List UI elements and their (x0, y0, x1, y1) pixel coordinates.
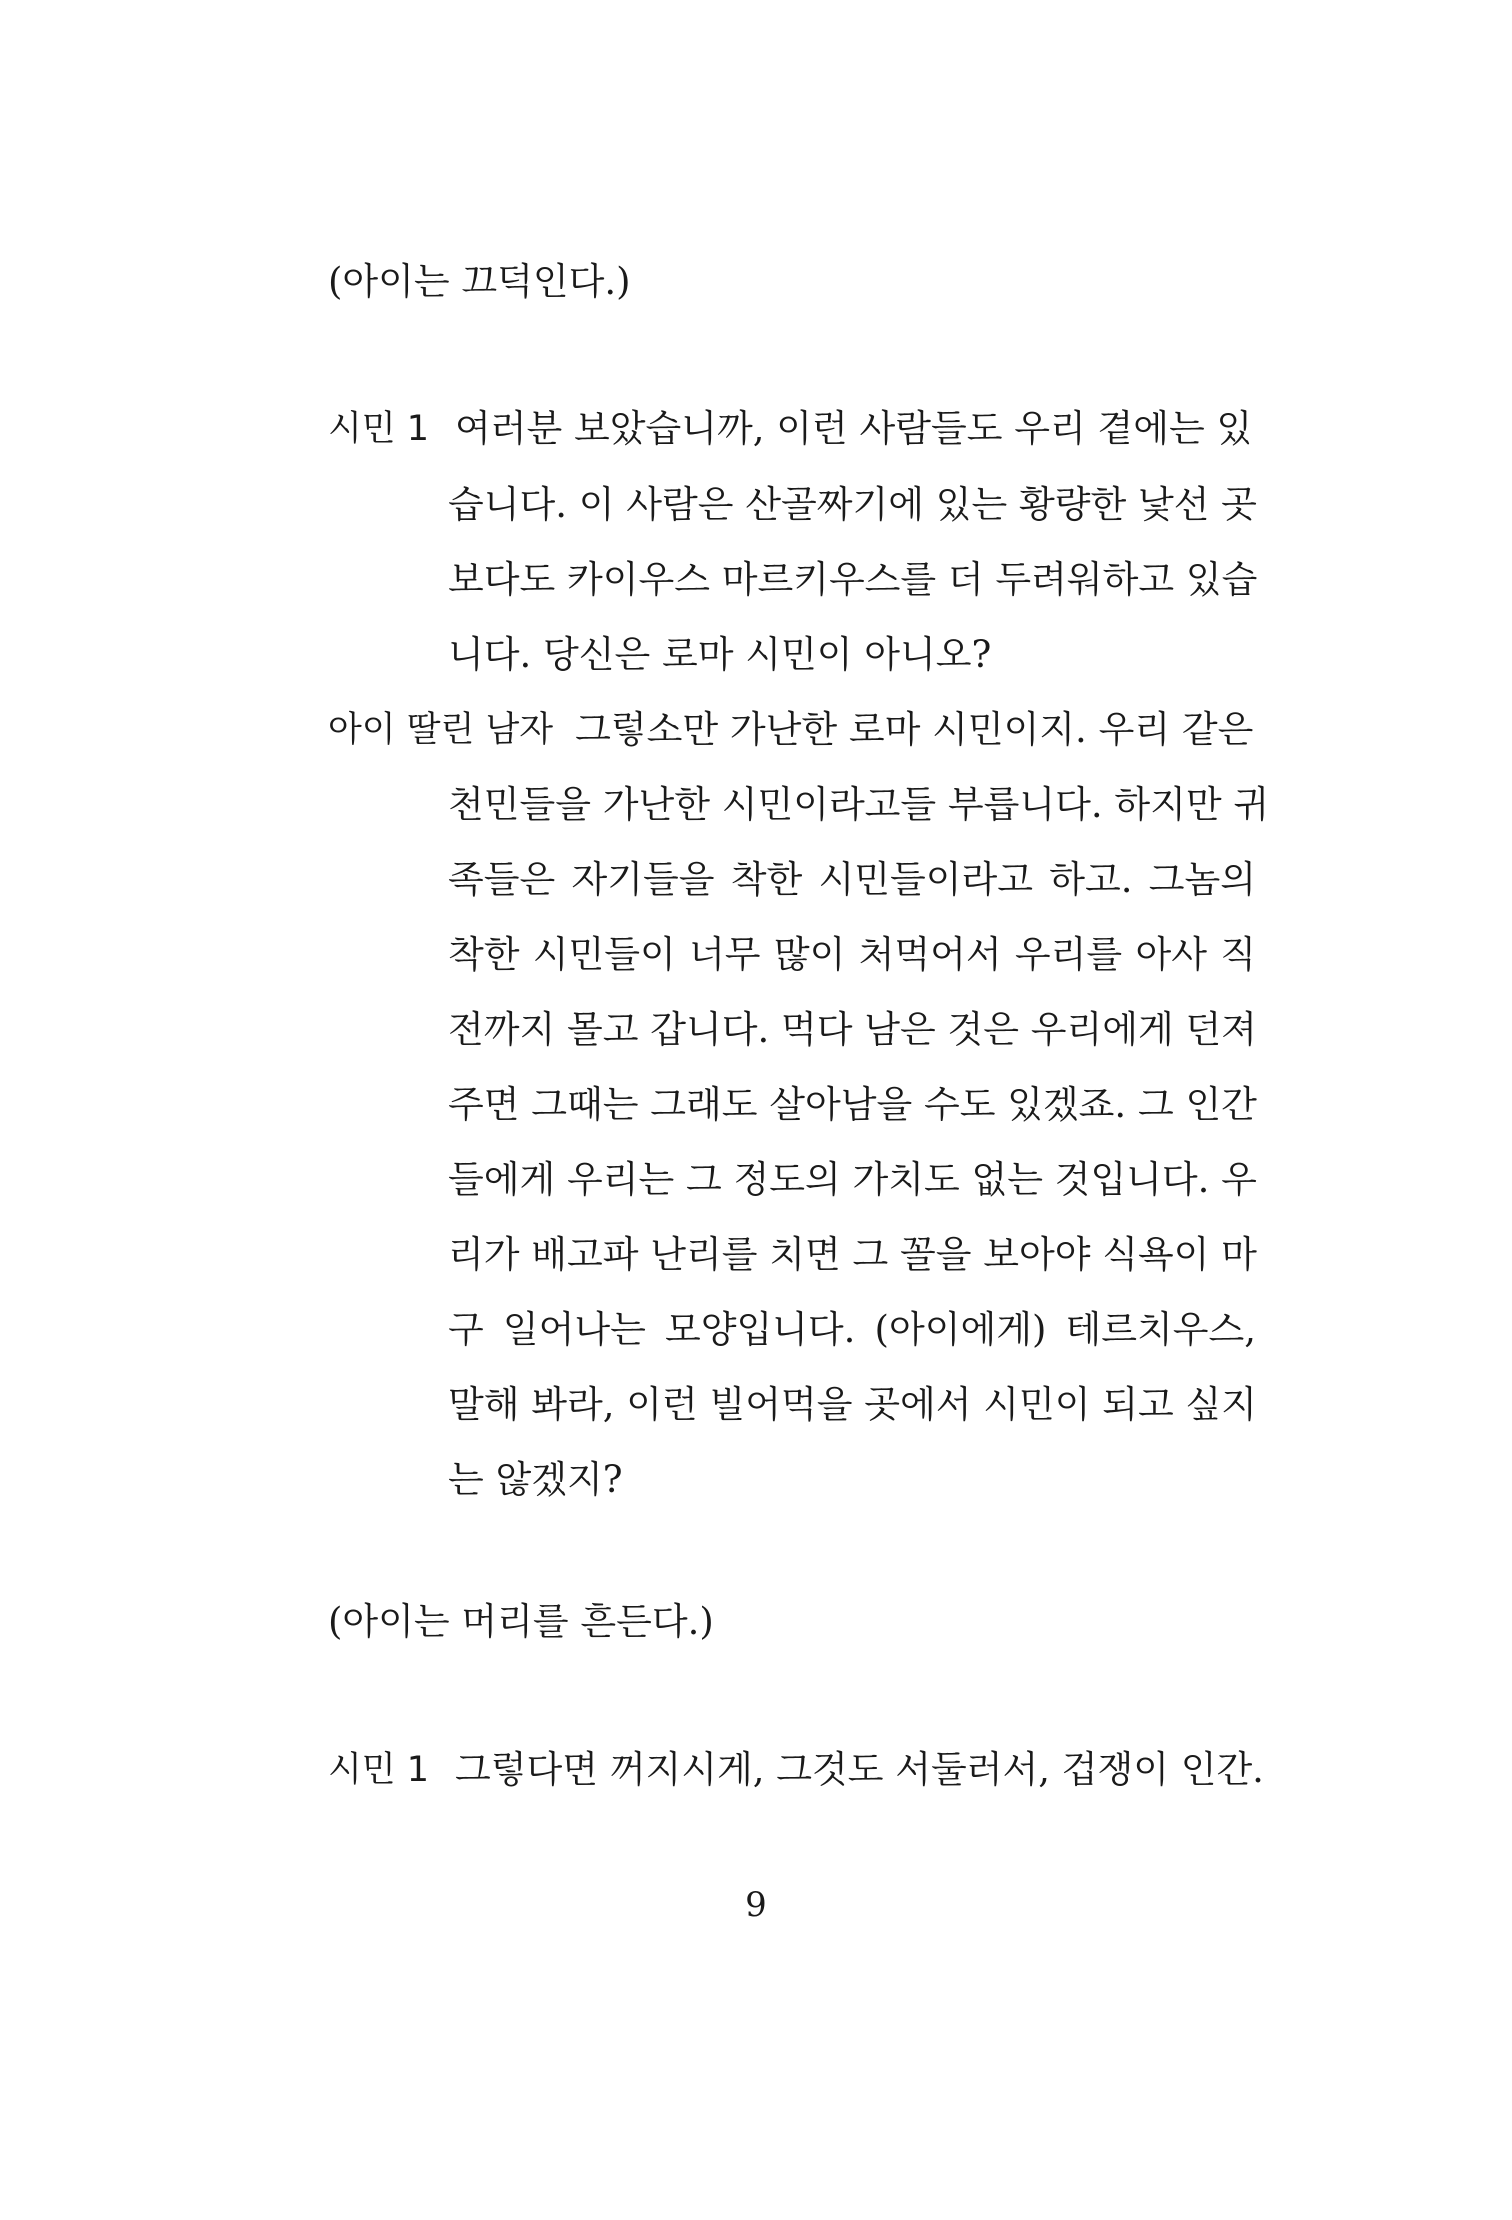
dialogue-line: 그렇다면 꺼지시게, 그것도 서둘러서, 겁쟁이 인간. (455, 1748, 1264, 1791)
citizen1-line-1 (328, 402, 1256, 456)
dialogue-line: 보다도 카이우스 마르키우스를 더 두려워하고 있습 (448, 558, 1258, 601)
dialogue-line: 천민들을 가난한 시민이라고들 부릅니다. 하지만 귀 (448, 783, 1270, 826)
dialogue-line: 족들은 자기들을 착한 시민들이라고 하고. 그놈의 (448, 858, 1256, 901)
speaker-man-with-child: 아이 딸린 남자 (328, 710, 554, 750)
man-line-1 (328, 703, 1256, 757)
stage-direction-nod: (아이는 끄덕인다.) (328, 260, 631, 303)
dialogue-line: 리가 배고파 난리를 치면 그 꼴을 보아야 식욕이 마 (448, 1233, 1257, 1276)
speaker-citizen1: 시민 1 (328, 409, 430, 449)
dialogue-line: 니다. 당신은 로마 시민이 아니오? (448, 633, 992, 676)
speaker-citizen1: 시민 1 (328, 1750, 430, 1790)
dialogue-line: 는 않겠지? (448, 1458, 623, 1501)
dialogue-line: 착한 시민들이 너무 많이 처먹어서 우리를 아사 직 (448, 933, 1256, 976)
dialogue-line: 말해 봐라, 이런 빌어먹을 곳에서 시민이 되고 싶지 (448, 1383, 1257, 1426)
dialogue-line: 그렇소만 가난한 로마 시민이지. 우리 같은 (575, 708, 1254, 751)
page-number: 9 (745, 1885, 767, 1925)
stage-direction-shake-head: (아이는 머리를 흔든다.) (328, 1600, 714, 1643)
dialogue-line: 여러분 보았습니까, 이런 사람들도 우리 곁에는 있 (455, 407, 1253, 450)
dialogue-line: 습니다. 이 사람은 산골짜기에 있는 황량한 낯선 곳 (448, 483, 1257, 526)
citizen1-final-line (328, 1743, 1264, 1797)
dialogue-line: 주면 그때는 그래도 살아남을 수도 있겠죠. 그 인간 (448, 1083, 1257, 1126)
dialogue-line: 들에게 우리는 그 정도의 가치도 없는 것입니다. 우 (448, 1158, 1257, 1201)
dialogue-line: 구 일어나는 모양입니다. (아이에게) 테르치우스, (448, 1308, 1256, 1351)
dialogue-line: 전까지 몰고 갑니다. 먹다 남은 것은 우리에게 던져 (448, 1008, 1257, 1051)
